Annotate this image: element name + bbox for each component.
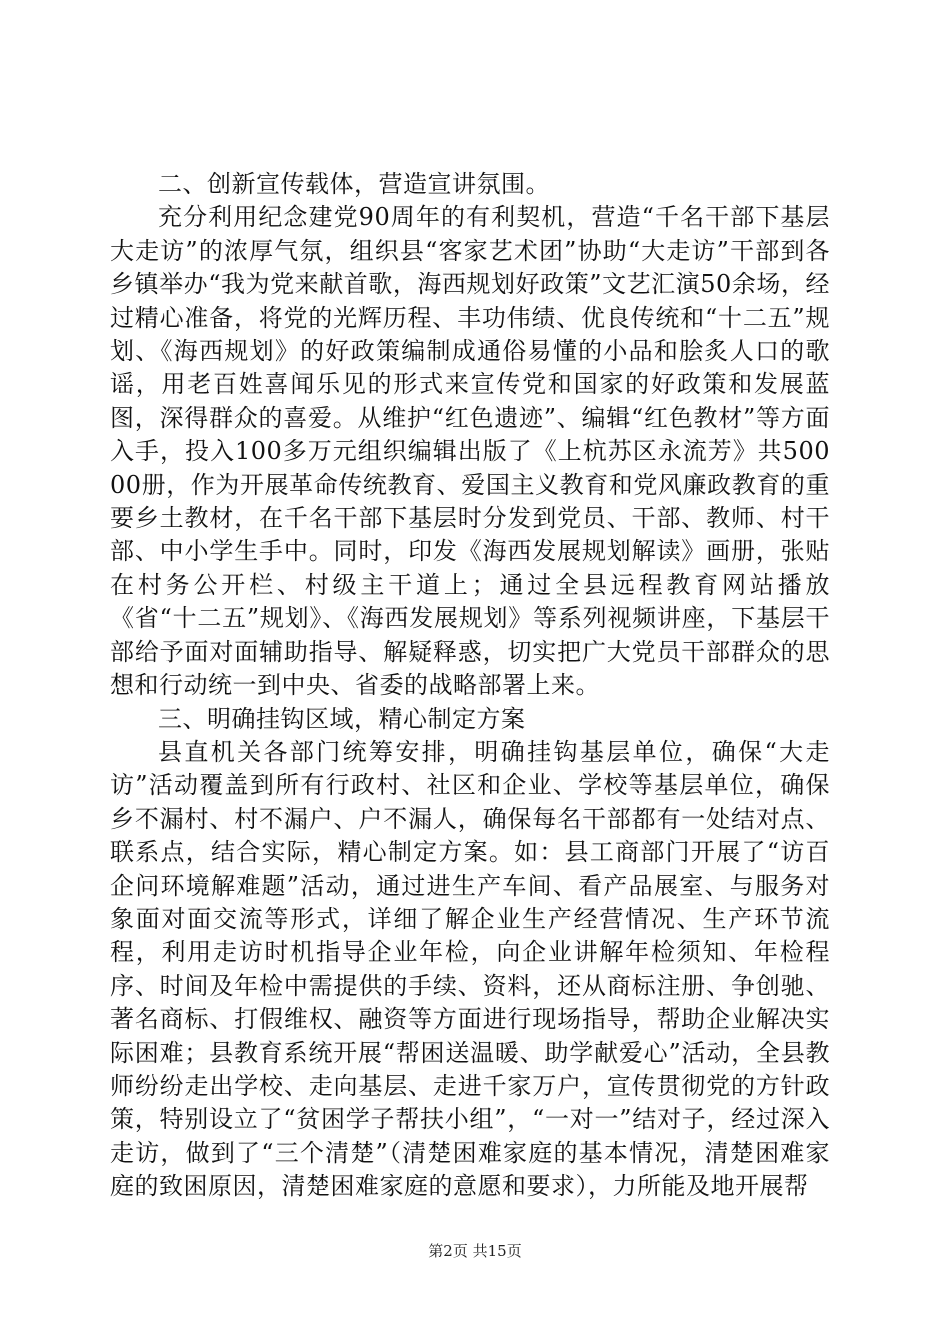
body-paragraph-2: 县直机关各部门统筹安排，明确挂钩基层单位，确保“大走访”活动覆盖到所有行政村、社区和企业、学校等基层单位，确保乡不漏村、村不漏户、户不漏人，确保每名干部都有一处结对点、联系点，结合实际，精心制定方案。如：县工商部门开展了“访百企问环境解难题”活动，通过进生产车间、看产品展室、与服务对象面对面交流等形式，详细了解企业生产经营情况、生产环节流程，利用走访时机指导企业年检，向企业讲解年检须知、年检程序、时间及年检中需提供的手续、资料，还从商标注册、争创驰、著名商标、打假维权、融资等方面进行现场指导，帮助企业解决实际困难；县教育系统开展“帮困送温暖、助学献爱心”活动，全县教师纷纷走出学校、走向基层、走进千家万户，宣传贯彻党的方针政策，特别设立了“贫困学子帮扶小组”，“一对一”结对子，经过深入走访，做到了“三个清楚”（清楚困难家庭的基本情况，清楚困难家庭的致困原因，清楚困难家庭的意愿和要求），力所能及地开展帮 xyxy=(110,737,830,1201)
section-heading-2: 二、创新宣传载体，营造宣讲氛围。 xyxy=(158,170,550,198)
section-heading-3: 三、明确挂钩区域，精心制定方案 xyxy=(158,704,526,733)
page-footer: 第2页 共15页 xyxy=(428,1242,522,1260)
document-body xyxy=(110,168,830,1204)
body-paragraph-1: 充分利用纪念建党90周年的有利契机，营造“千名干部下基层大走访”的浓厚气氛，组织县“客家艺术团”协助“大走访”干部到各乡镇举办“我为党来献首歌，海西规划好政策”文艺汇演50余场，经过精心准备，将党的光辉历程、丰功伟绩、优良传统和“十二五”规划、《海西规划》的好政策编制成通俗易懂的小品和脍炙人口的歌谣，用老百姓喜闻乐见的形式来宣传党和国家的好政策和发展蓝图，深得群众的喜爱。从维护“红色遗迹”、编辑“红色教材”等方面入手，投入100多万元组织编辑出版了《上杭苏区永流芳》共50000册，作为开展革命传统教育、爱国主义教育和党风廉政教育的重要乡土教材，在千名干部下基层时分发到党员、干部、教师、村干部、中小学生手中。同时，印发《海西发展规划解读》画册，张贴在村务公开栏、村级主干道上；通过全县远程教育网站播放《省“十二五”规划》、《海西发展规划》等系列视频讲座，下基层干部给予面对面辅助指导、解疑释惑，切实把广大党员干部群众的思想和行动统一到中央、省委的战略部署上来。 xyxy=(110,203,830,700)
